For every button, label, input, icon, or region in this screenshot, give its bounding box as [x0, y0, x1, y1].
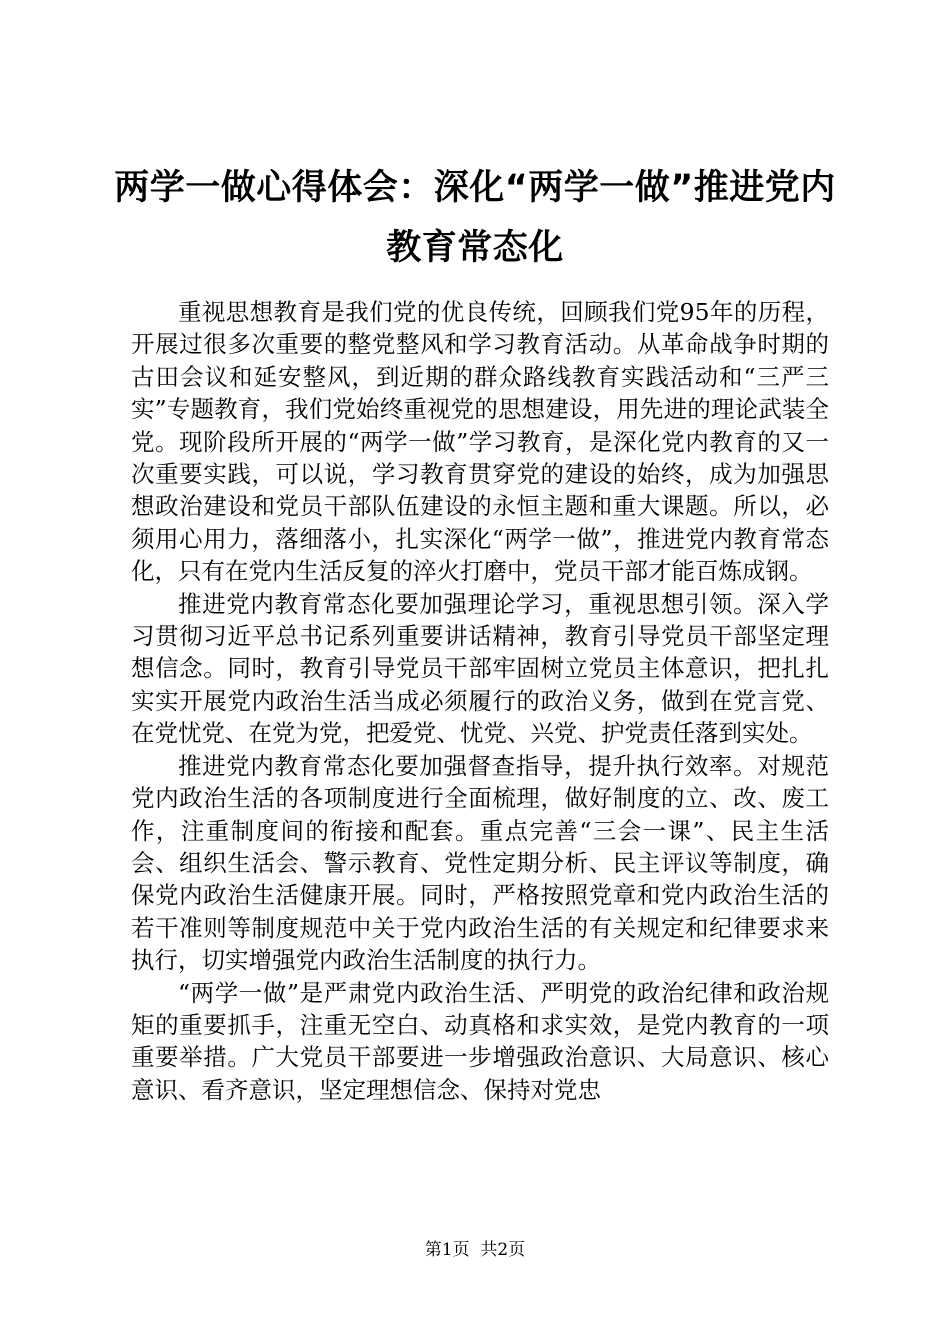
paragraph-2: 推进党内教育常态化要加强理论学习，重视思想引领。深入学习贯彻习近平总书记系列重要讲话精神，教育引导党员干部坚定理想信念。同时，教育引导党员干部牢固树立党员主体意识，把扎扎实实开展党内政治生活当成必须履行的政治义务，做到在党言党、在党忧党、在党为党，把爱党、忧党、兴党、护党责任落到实处。 — [131, 589, 829, 748]
paragraph-1: 重视思想教育是我们党的优良传统，回顾我们党95年的历程，开展过很多次重要的整党整风和学习教育活动。从革命战争时期的古田会议和延安整风，到近期的群众路线教育实践活动和“三严三实”专题教育，我们党始终重视党的思想建设，用先进的理论武装全党。现阶段所开展的“两学一做”学习教育，是深化党内教育的又一次重要实践，可以说，学习教育贯穿党的建设的始终，成为加强思想政治建设和党员干部队伍建设的永恒主题和重大课题。所以，必须用心用力，落细落小，扎实深化“两学一做”，推进党内教育常态化，只有在党内生活反复的淬火打磨中，党员干部才能百炼成钢。 — [131, 298, 829, 586]
document-body — [131, 296, 829, 1106]
page-number: 第1页 — [424, 1240, 470, 1260]
paragraph-4: “两学一做”是严肃党内政治生活、严明党的政治纪律和政治规矩的重要抓手，注重无空白、动真格和求实效，是党内教育的一项重要举措。广大党员干部要进一步增强政治意识、大局意识、核心意识、看齐意识，坚定理想信念、保持对党忠 — [131, 978, 829, 1104]
page-footer — [0, 1239, 950, 1261]
paragraph-3: 推进党内教育常态化要加强督查指导，提升执行效率。对规范党内政治生活的各项制度进行全面梳理，做好制度的立、改、废工作，注重制度间的衔接和配套。重点完善“三会一课”、民主生活会、组织生活会、警示教育、党性定期分析、民主评议等制度，确保党内政治生活健康开展。同时，严格按照党章和党内政治生活的若干准则等制度规范中关于党内政治生活的有关规定和纪律要求来执行，切实增强党内政治生活制度的执行力。 — [131, 751, 829, 975]
page-total: 共2页 — [480, 1240, 526, 1260]
document-title: 两学一做心得体会：深化“两学一做”推进党内教育常态化 — [114, 168, 836, 268]
